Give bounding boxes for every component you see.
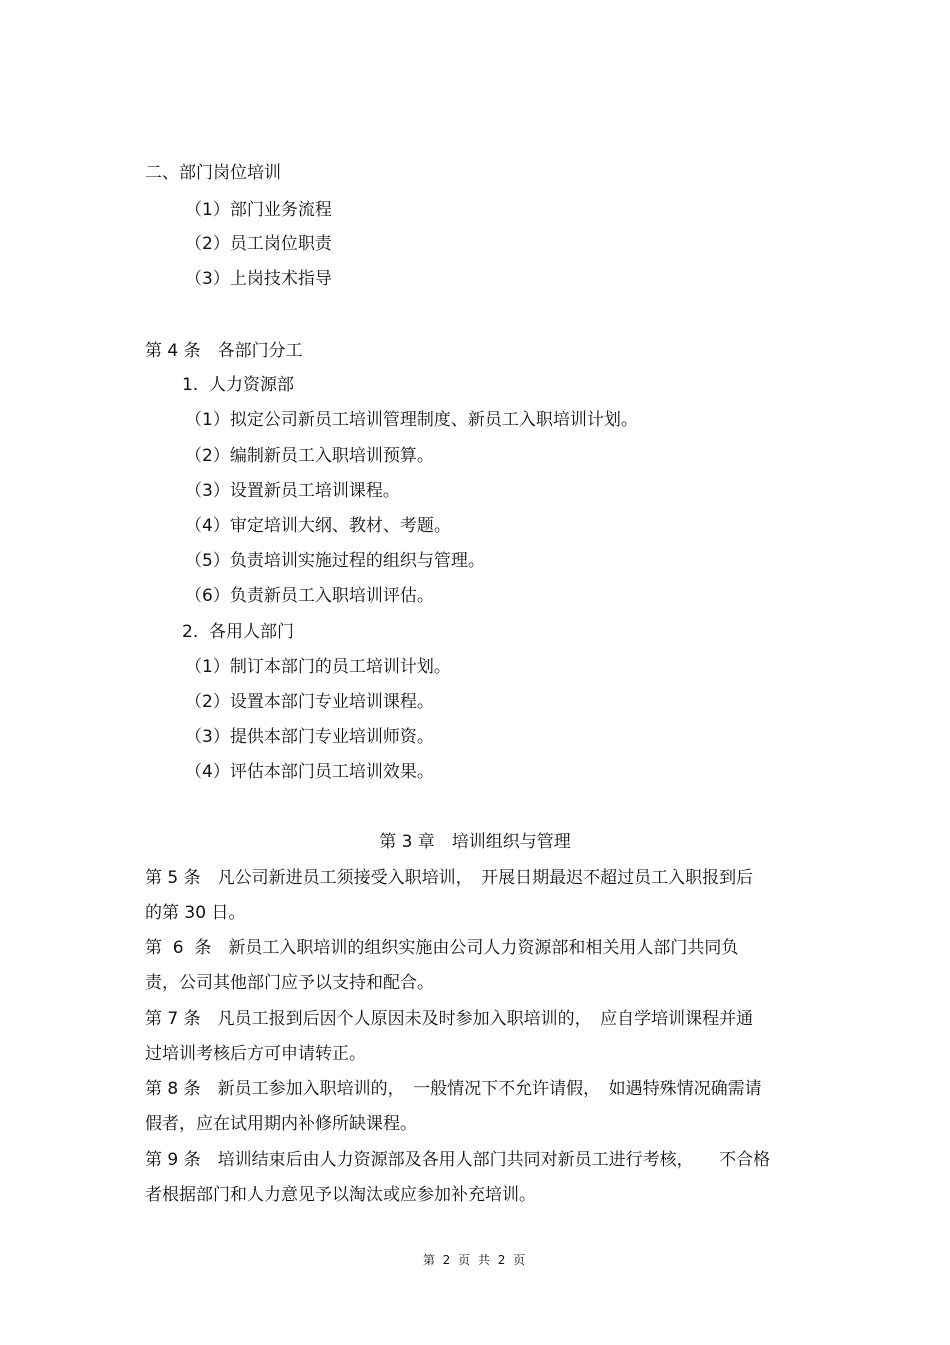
list-item: （2）员工岗位职责 bbox=[185, 234, 332, 254]
subsection-title: 1. 人力资源部 bbox=[182, 375, 295, 395]
section-heading: 二、部门岗位培训 bbox=[145, 163, 281, 183]
list-item: （4）审定培训大纲、教材、考题。 bbox=[185, 516, 451, 536]
article-line: 第 8 条 新员工参加入职培训的， 一般情况下不允许请假， 如遇特殊情况确需请 bbox=[145, 1079, 762, 1099]
article-line: 第 9 条 培训结束后由人力资源部及各用人部门共同对新员工进行考核， 不合格 bbox=[145, 1150, 771, 1170]
article-line: 第 7 条 凡员工报到后因个人原因未及时参加入职培训的， 应自学培训课程并通 bbox=[145, 1009, 754, 1029]
list-item: （1）部门业务流程 bbox=[185, 200, 332, 220]
article-line: 责，公司其他部门应予以支持和配合。 bbox=[145, 973, 434, 993]
article-line: 者根据部门和人力意见予以淘汰或应参加补充培训。 bbox=[145, 1185, 536, 1205]
article-line: 第 5 条 凡公司新进员工须接受入职培训， 开展日期最迟不超过员工入职报到后 bbox=[145, 868, 754, 888]
chapter-title: 第 3 章 培训组织与管理 bbox=[379, 832, 571, 852]
article-line: 第 6 条 新员工入职培训的组织实施由公司人力资源部和相关用人部门共同负 bbox=[145, 938, 739, 958]
list-item: （3）设置新员工培训课程。 bbox=[185, 481, 400, 501]
list-item: （6）负责新员工入职培训评估。 bbox=[185, 586, 434, 606]
list-item: （2）设置本部门专业培训课程。 bbox=[185, 692, 434, 712]
list-item: （1）制订本部门的员工培训计划。 bbox=[185, 657, 451, 677]
page-footer: 第 2 页 共 2 页 bbox=[422, 1253, 528, 1267]
list-item: （5）负责培训实施过程的组织与管理。 bbox=[185, 551, 485, 571]
article-heading: 第 4 条 各部门分工 bbox=[145, 341, 303, 361]
article-line: 过培训考核后方可申请转正。 bbox=[145, 1044, 366, 1064]
list-item: （2）编制新员工入职培训预算。 bbox=[185, 446, 434, 466]
list-item: （3）上岗技术指导 bbox=[185, 269, 332, 289]
article-line: 假者，应在试用期内补修所缺课程。 bbox=[145, 1114, 417, 1134]
subsection-title: 2. 各用人部门 bbox=[182, 622, 295, 642]
list-item: （1）拟定公司新员工培训管理制度、新员工入职培训计划。 bbox=[185, 410, 638, 430]
list-item: （3）提供本部门专业培训师资。 bbox=[185, 727, 434, 747]
list-item: （4）评估本部门员工培训效果。 bbox=[185, 762, 434, 782]
article-line: 的第 30 日。 bbox=[145, 903, 246, 923]
